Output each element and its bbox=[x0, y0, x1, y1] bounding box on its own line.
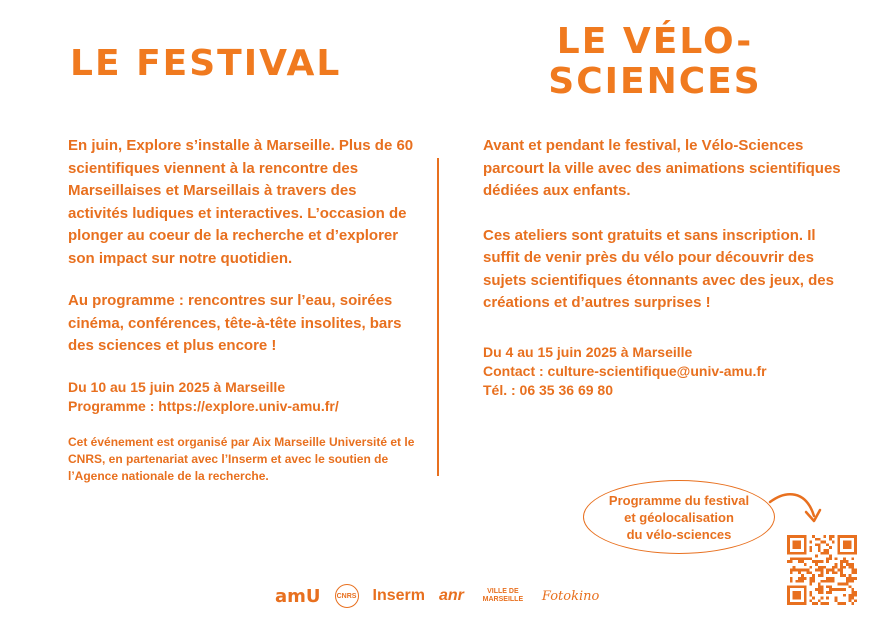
curved-arrow-icon bbox=[766, 488, 826, 533]
festival-programme-link[interactable]: Programme : https://explore.univ-amu.fr/ bbox=[68, 397, 339, 414]
bubble-line3: du vélo-sciences bbox=[626, 526, 732, 542]
velo-sciences-title-line1: LE VÉLO- bbox=[556, 21, 754, 62]
velo-sciences-phone[interactable]: Tél. : 06 35 36 69 80 bbox=[483, 381, 613, 398]
festival-intro: En juin, Explore s’installe à Marseille. Plus de 60 scientifiques viennent à la rencontre des Marseillaises et Marseillais à travers des activités ludiques et interactives. L’occasion de plonger au coeur de la recherche et d’explorer son impact sur notre quotidien. bbox=[68, 137, 414, 267]
velo-sciences-column bbox=[483, 135, 843, 400]
velo-sciences-dates: Du 4 au 15 juin 2025 à Marseille bbox=[483, 343, 693, 360]
festival-title: LE FESTIVAL bbox=[70, 43, 342, 84]
festival-program: Au programme : rencontres sur l’eau, soirées cinéma, conférences, tête-à-tête insolites, bars des sciences et plus encore ! bbox=[68, 292, 402, 354]
qr-caption-bubble bbox=[583, 480, 775, 554]
qr-code-icon[interactable] bbox=[787, 535, 857, 605]
anr-logo: anr bbox=[439, 587, 464, 604]
festival-organizers: Cet événement est organisé par Aix Marseille Université et le CNRS, en partenariat avec l’Inserm et avec le soutien de l’Agence nationale de la recherche. bbox=[68, 434, 415, 483]
marseille-logo: VILLE DE MARSEILLE bbox=[482, 588, 524, 603]
partner-logos bbox=[275, 582, 599, 610]
festival-column bbox=[68, 135, 418, 485]
velo-sciences-title bbox=[530, 22, 780, 102]
velo-sciences-contact[interactable]: Contact : culture-scientifique@univ-amu.fr bbox=[483, 362, 767, 379]
velo-sciences-title-line2: SCIENCES bbox=[548, 61, 762, 102]
festival-dates: Du 10 au 15 juin 2025 à Marseille bbox=[68, 378, 286, 395]
velo-sciences-workshops: Ces ateliers sont gratuits et sans inscription. Il suffit de venir près du vélo pour découvrir des sujets scientifiques étonnants avec des jeux, des créations et d’autres surprises ! bbox=[483, 226, 834, 311]
column-divider bbox=[437, 158, 439, 476]
bubble-line1: Programme du festival bbox=[608, 492, 750, 508]
amu-logo: amU bbox=[275, 585, 321, 607]
fotokino-logo: Fotokino bbox=[541, 588, 600, 604]
cnrs-logo: CNRS bbox=[335, 584, 359, 608]
inserm-logo: Inserm bbox=[372, 587, 425, 604]
bubble-line2: et géolocalisation bbox=[624, 509, 734, 525]
velo-sciences-intro: Avant et pendant le festival, le Vélo-Sciences parcourt la ville avec des animations scientifiques dédiées aux enfants. bbox=[483, 137, 841, 199]
